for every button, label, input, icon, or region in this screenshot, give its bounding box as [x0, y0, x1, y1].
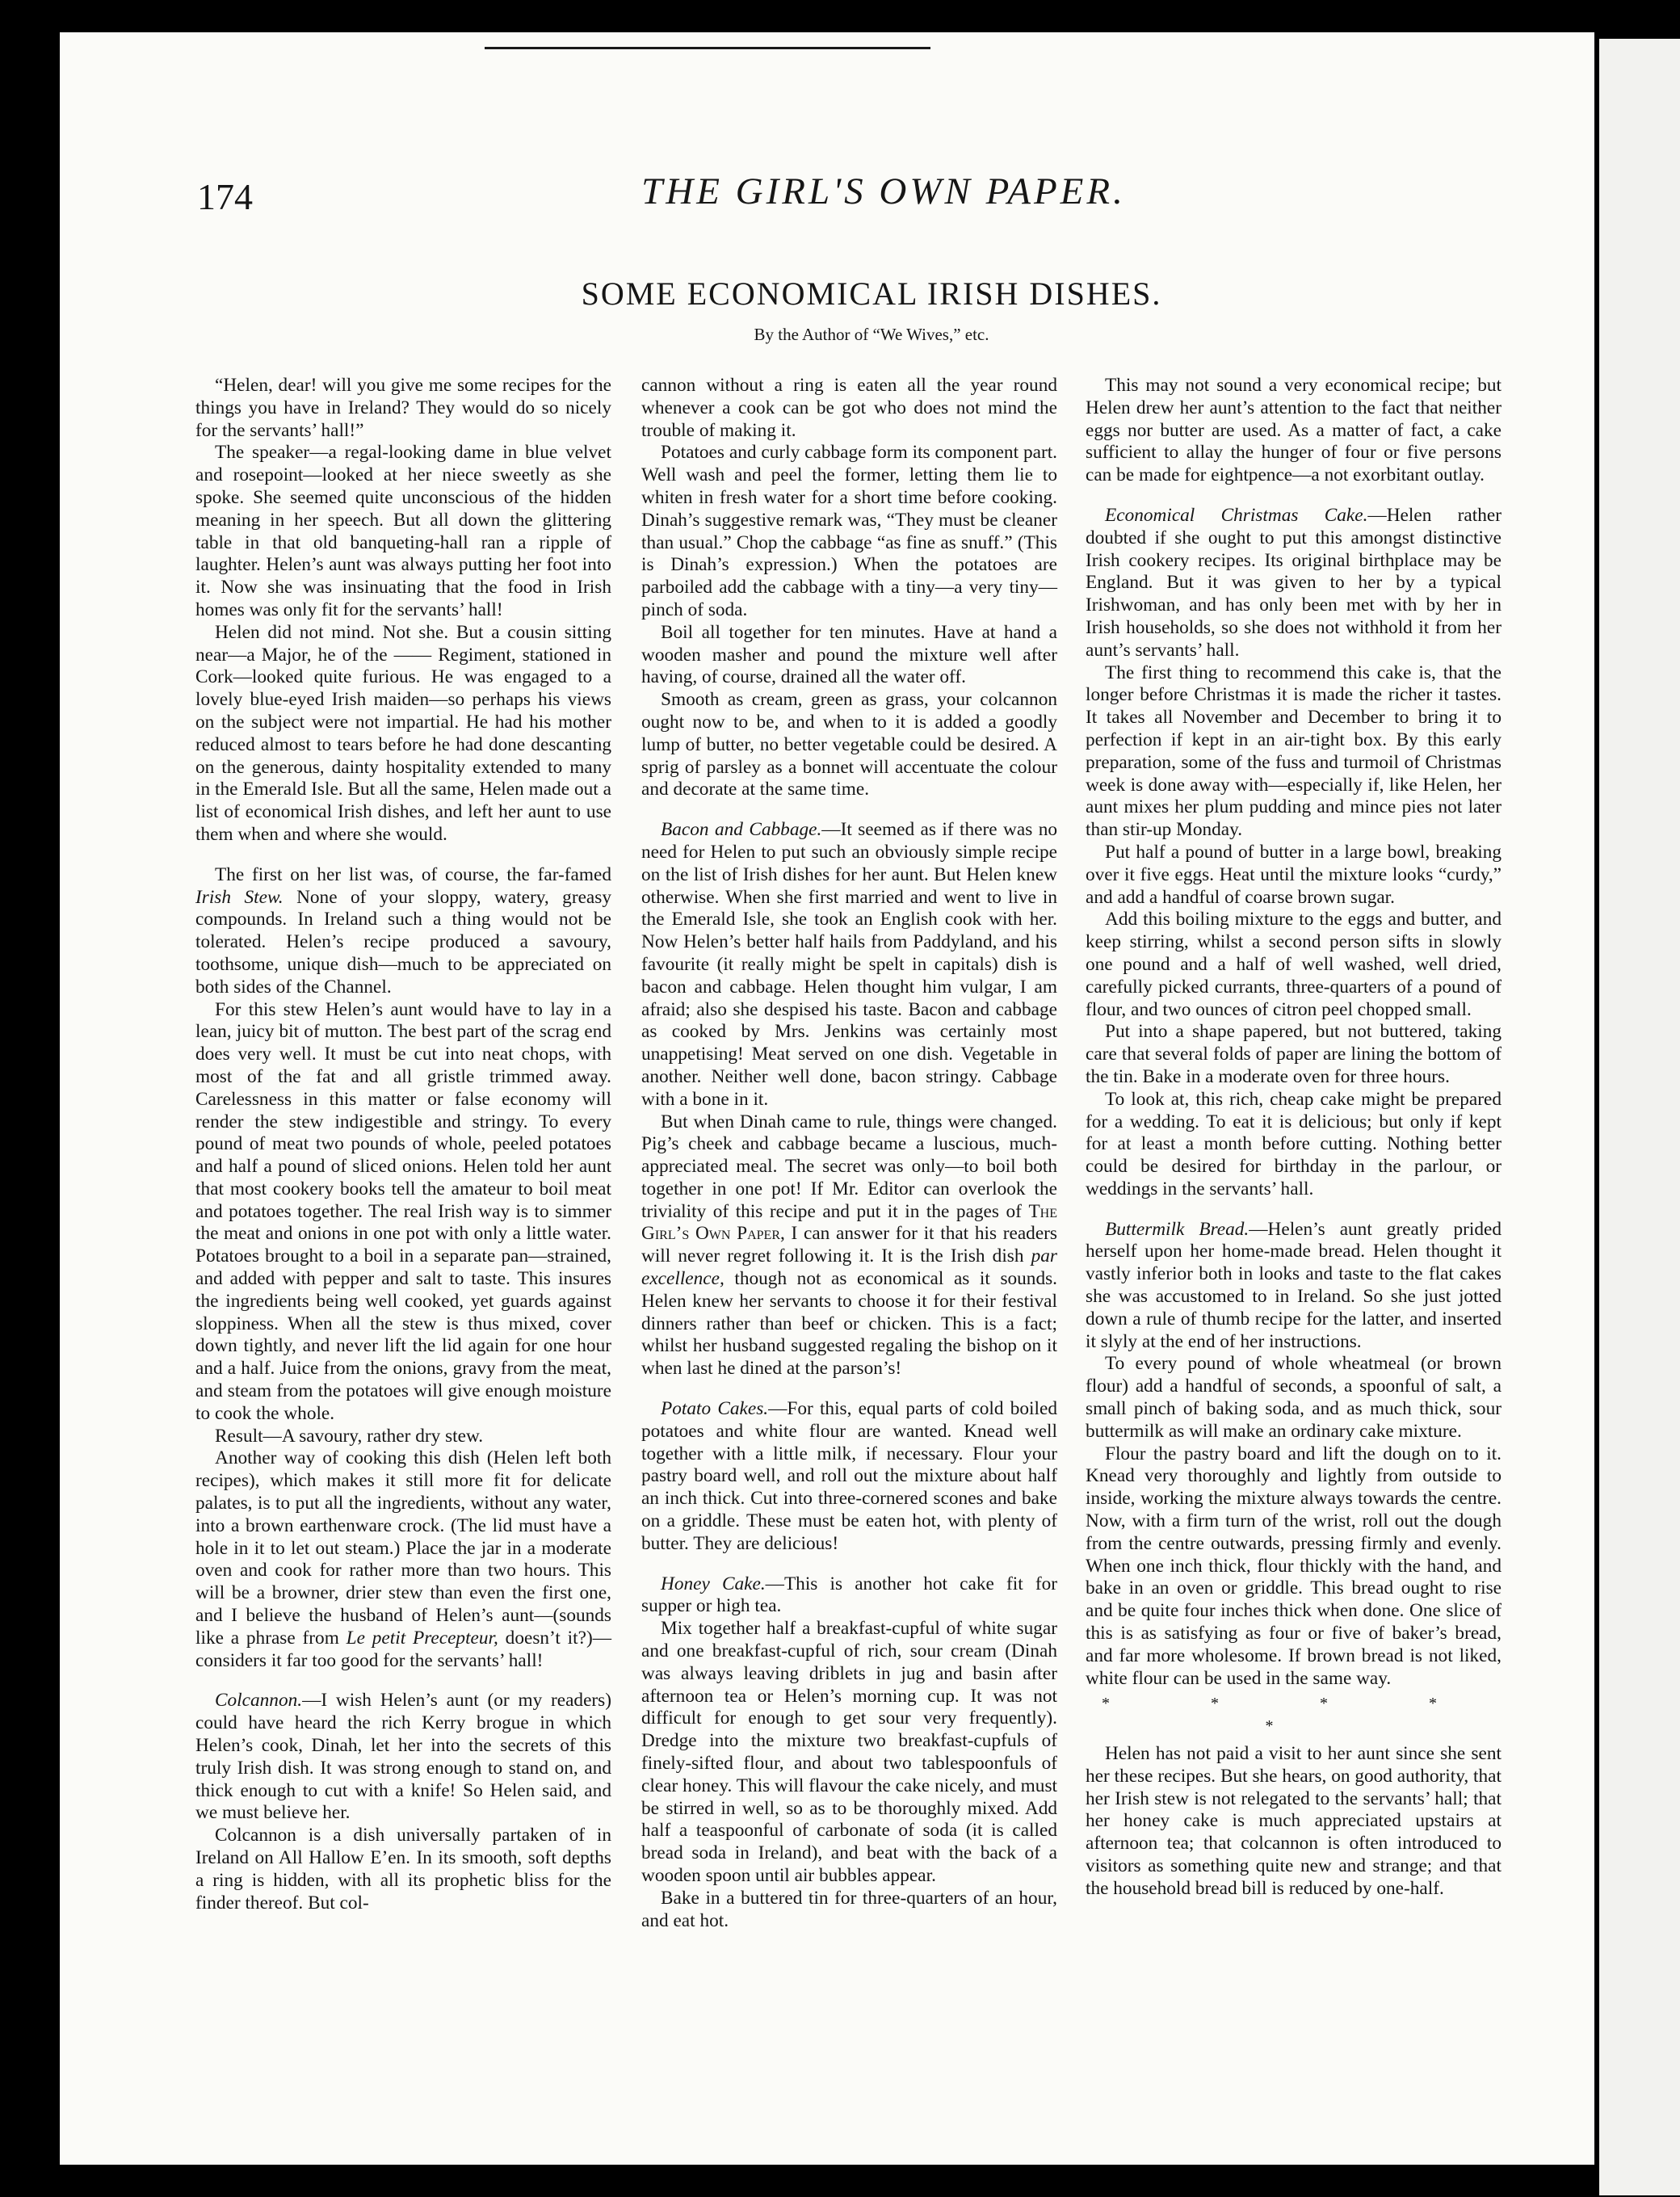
column-1 — [195, 375, 611, 1914]
paragraph: Boil all together for ten minutes. Have at hand a wooden masher and pound the mixture well after having, of course, drained all the water off. — [641, 621, 1057, 688]
paragraph: The first thing to recommend this cake is, that the longer before Christmas it is made the richer it tastes. It takes all November and December to bring it to perfection if kept in an air-tight box. By this early preparation, some of the fuss and turmoil of Christmas week is done away with—especially if, like Helen, her aunt mixes her plum pudding and mince pies not later than stir-up Monday. — [1086, 662, 1502, 841]
paragraph: This may not sound a very economical recipe; but Helen drew her aunt’s attention to the fact that neither eggs nor butter are used. As a matter of fact, a cake sufficient to allay the hunger of four or five persons can be made for eightpence—a not exorbitant outlay. — [1086, 375, 1502, 486]
text-run: But when Dinah came to rule, things were changed. Pig’s cheek and cabbage became a luscious, much-appreciated meal. The secret was only—to boil both together in one pot! If Mr. Editor can overlook the triviality of this recipe and put it in the pages of — [641, 1111, 1057, 1222]
paragraph: Smooth as cream, green as grass, your colcannon ought now to be, and when to it is added a goodly lump of butter, no better vegetable could be desired. A sprig of parsley as a bonnet will accentuate the colour and decorate at the same time. — [641, 689, 1057, 800]
adjacent-page-edge — [1594, 0, 1680, 2197]
paragraph: Flour the pastry board and lift the dough on to it. Knead very thoroughly and lightly from outside to inside, working the mixture always towards the centre. Now, with a firm turn of the wrist, roll out the dough from the centre outwards, pressing firmly and evenly. When one inch thick, flour thickly with the hand, and bake in an oven or griddle. This bread ought to rise and be quite four inches thick when done. One slice of this is as satisfying as four or five of baker’s bread, and far more wholesome. If brown bread is not liked, white flour can be used in the same way. — [1086, 1443, 1502, 1689]
top-rule — [485, 47, 930, 49]
paragraph: To look at, this rich, cheap cake might be prepared for a wedding. To eat it is delicious; but only if kept for at least a month before cutting. Nothing better could be desired for birthday in the parlour, or weddings in the servants’ hall. — [1086, 1088, 1502, 1199]
text-run: Another way of cooking this dish (Helen left both recipes), which makes it still more fit for delicate palates, is to put all the ingredients, without any water, into a brown earthenware crock. (The lid must have a hole in it to let out steam.) Place the jar in a moderate oven and cook for rather more than two hours. This will be a browner, drier stew than even the first one, and I believe the husband of Helen’s aunt—(sounds like a phrase from — [195, 1447, 611, 1649]
text-run: —It seemed as if there was no need for Helen to put such an obviously simple recipe on the list of Irish dishes for her aunt. But Helen knew otherwise. When she first married and went to live in the Emerald Isle, she took an English cook with her. Now Helen’s better half hails from Paddyland, and his favourite (it really might be spelt in capitals) dish is bacon and cabbage. Helen thought him vulgar, I am afraid; also she despised his taste. Bacon and cabbage as cooked by Mrs. Jenkins was certainly most unappetising! Meat served on one dish. Vegetable in another. Neither well done, bacon stringy. Cabbage with a bone in it. — [641, 819, 1057, 1110]
text-run: —Helen’s aunt greatly prided herself upon her home-made bread. Helen thought it vastly inferior both in looks and taste to the flat cakes she was accustomed to in Ireland. So she just jotted down a rule of thumb recipe for the latter, and inserted it slyly at the end of her instructions. — [1086, 1218, 1502, 1352]
paragraph — [641, 1398, 1057, 1556]
recipe-title: Buttermilk Bread. — [1105, 1218, 1250, 1240]
paragraph — [195, 864, 611, 999]
paragraph: Colcannon is a dish universally partaken of in Ireland on All Hallow E’en. In its smooth, soft depths a ring is hidden, with all its prophetic bliss for the finder thereof. But col- — [195, 1825, 611, 1913]
paragraph: Add this boiling mixture to the eggs and butter, and keep stirring, whilst a second person sifts in slowly one pound and a half of well washed, well dried, carefully picked currants, three-quarters of a pound of flour, and two ounces of citron peel chopped small. — [1086, 909, 1502, 1020]
emphasis: par excellence, — [641, 1246, 1057, 1290]
text-run: None of your sloppy, watery, greasy compounds. In Ireland such a thing would not be tolerated. Helen’s recipe produced a savoury, toothsome, unique dish—much to be appreciated on both sides of the Channel. — [195, 886, 611, 998]
magazine-page — [60, 32, 1594, 2165]
text-run: —Helen rather doubted if she ought to put this amongst distinctive Irish cookery recipes. Its original birthplace may be England. But it was given to her by a typical Irishwoman, and has only been met with by her in Irish households, so she does not withhold it from her aunt’s servants’ hall. — [1086, 504, 1502, 661]
running-head: THE GIRL'S OWN PAPER. — [641, 170, 1126, 212]
article-title: SOME ECONOMICAL IRISH DISHES. — [581, 275, 1162, 312]
text-run: doesn’t it?)—considers it far too good for the servants’ hall! — [195, 1627, 611, 1671]
paragraph: “Helen, dear! will you give me some recipes for the things you have in Ireland? They would do so nicely for the servants’ hall!” — [195, 375, 611, 441]
paragraph: Potatoes and curly cabbage form its component part. Well wash and peel the former, letting them lie to whiten in fresh water for a short time before cooking. Dinah’s suggestive remark was, “They must be cleaner than usual.” Chop the cabbage “as fine as snuff.” (This is Dinah’s expression.) When the potatoes are parboiled add the cabbage with a tiny—a very tiny—pinch of soda. — [641, 442, 1057, 620]
recipe-title: Bacon and Cabbage. — [661, 819, 822, 841]
column-3 — [1086, 375, 1502, 1901]
paragraph: Bake in a buttered tin for three-quarters of an hour, and eat hot. — [641, 1887, 1057, 1931]
recipe-title: Colcannon. — [215, 1690, 303, 1712]
publication-name: The Girl’s Own Paper, — [641, 1200, 1057, 1245]
recipe-title: Potato Cakes. — [661, 1398, 769, 1420]
paragraph — [641, 1111, 1057, 1381]
paragraph: For this stew Helen’s aunt would have to lay in a lean, juicy bit of mutton. The best part of the scrag end does very well. It must be cut into neat chops, with most of the fat and all gristle trimmed away. Carelessness in this matter or false economy will render the stew indigestible and stringy. To every pound of meat two pounds of whole, peeled potatoes and half a pound of sliced onions. Helen told her aunt that most cookery books tell the amateur to boil meat and potatoes together. The real Irish way is to simmer the meat and onions in one pot with only a little water. Potatoes brought to a boil in a separate pan—strained, and added with pepper and salt to taste. This insures the ingredients being well cooked, yet guards against sloppiness. When all the stew is thus mixed, cover down tightly, and never lift the lid again for one hour and a half. Juice from the onions, gravy from the meat, and steam from the potatoes will give enough moisture to cook the whole. — [195, 998, 611, 1424]
section-break-stars: * * * * * — [1102, 1695, 1485, 1736]
paragraph — [641, 819, 1057, 1111]
paragraph: cannon without a ring is eaten all the year round whenever a cook can be got who does not mind the trouble of making it. — [641, 375, 1057, 441]
recipe-title: Irish Stew. — [195, 886, 284, 908]
paragraph — [641, 1573, 1057, 1619]
book-title: Le petit Precepteur, — [346, 1627, 498, 1649]
adjacent-page — [1599, 39, 1680, 2195]
text-run: —I wish Helen’s aunt (or my readers) could have heard the rich Kerry brogue in which Helen’s cook, Dinah, let her into the secrets of this truly Irish dish. It was strong enough to stand on, and thick enough to cut with a knife! So Helen said, and we must believe her. — [195, 1690, 611, 1824]
text-run: I can answer for it that his readers will never regret following it. It is the Irish dish — [641, 1223, 1057, 1267]
text-run: The first on her list was, of course, the far-famed — [215, 863, 611, 885]
text-run: —This is another hot cake fit for supper or high tea. — [641, 1573, 1057, 1617]
recipe-title: Honey Cake. — [661, 1573, 766, 1594]
column-2 — [641, 375, 1057, 1932]
paragraph: The speaker—a regal-looking dame in blue velvet and rosepoint—looked at her niece sweetly as she spoke. She seemed quite unconscious of the hidden meaning in her speech. But all down the glittering table in that old banqueting-hall ran a ripple of laughter. Helen’s aunt was always putting her foot into it. Now she was insinuating that the food in Irish homes was only fit for the servants’ hall! — [195, 442, 611, 620]
recipe-title: Economical Christmas Cake. — [1105, 504, 1368, 526]
paragraph: Helen has not paid a visit to her aunt since she sent her these recipes. But she hears, on good authority, that her Irish stew is not relegated to the servants’ hall; that her honey cake is much appreciated upstairs at afternoon tea; that colcannon is often introduced to visitors as something quite new and strange; and that the household bread bill is reduced by one-half. — [1086, 1743, 1502, 1899]
article-byline: By the Author of “We Wives,” etc. — [754, 325, 989, 344]
page-number: 174 — [197, 176, 253, 217]
paragraph — [1086, 1219, 1502, 1354]
paragraph: Result—A savoury, rather dry stew. — [215, 1425, 484, 1447]
paragraph: Put half a pound of butter in a large bowl, breaking over it five eggs. Heat until the mixture looks “curdy,” and add a handful of coarse brown sugar. — [1086, 841, 1502, 908]
paragraph — [195, 1690, 611, 1825]
text-run: though not as economical as it sounds. Helen knew her servants to choose it for their festival dinners rather than beef or chicken. This is a fact; whilst her husband suggested regaling the bishop on it when last he dined at the parson’s! — [641, 1268, 1057, 1380]
paragraph — [195, 1447, 611, 1672]
text-run: —For this, equal parts of cold boiled potatoes and white flour are wanted. Knead well together with a little milk, if necessary. Flour your pastry board well, and roll out the mixture about half an inch thick. Cut into three-cornered scones and bake on a griddle. These must be eaten hot, with plenty of butter. They are delicious! — [641, 1398, 1057, 1554]
paragraph — [1086, 505, 1502, 662]
paragraph: To every pound of whole wheatmeal (or brown flour) add a handful of seconds, a spoonful of salt, a small pinch of baking soda, and as much thick, sour buttermilk as will make an ordinary cake mixture. — [1086, 1353, 1502, 1442]
paragraph: Helen did not mind. Not she. But a cousin sitting near—a Major, he of the —— Regiment, stationed in Cork—looked quite furious. He was engaged to a lovely blue-eyed Irish maiden—so perhaps his views on the subject were not impartial. He had his mother reduced almost to tears before he had done descanting on the generous, dainty hospitality extended to many in the Emerald Isle. But all the same, Helen made out a list of economical Irish dishes, and left her aunt to use them when and where she would. — [195, 621, 611, 845]
paragraph: Mix together half a breakfast-cupful of white sugar and one breakfast-cupful of rich, sour cream (Dinah was always leaving driblets in jug and basin after afternoon tea or Helen’s morning cup. It was not difficult for enough to get sour very frequently). Dredge into the mixture two breakfast-cupfuls of finely-sifted flour, and about two tablespoonfuls of clear honey. This will flavour the cake nicely, and must be stirred in well, so as to be thoroughly mixed. Add half a teaspoonful of carbonate of soda (it is called bread soda in Ireland), and beat with the back of a wooden spoon until air bubbles appear. — [641, 1618, 1057, 1886]
paragraph: Put into a shape papered, but not buttered, taking care that several folds of paper are lining the bottom of the tin. Bake in a moderate oven for three hours. — [1086, 1021, 1502, 1087]
